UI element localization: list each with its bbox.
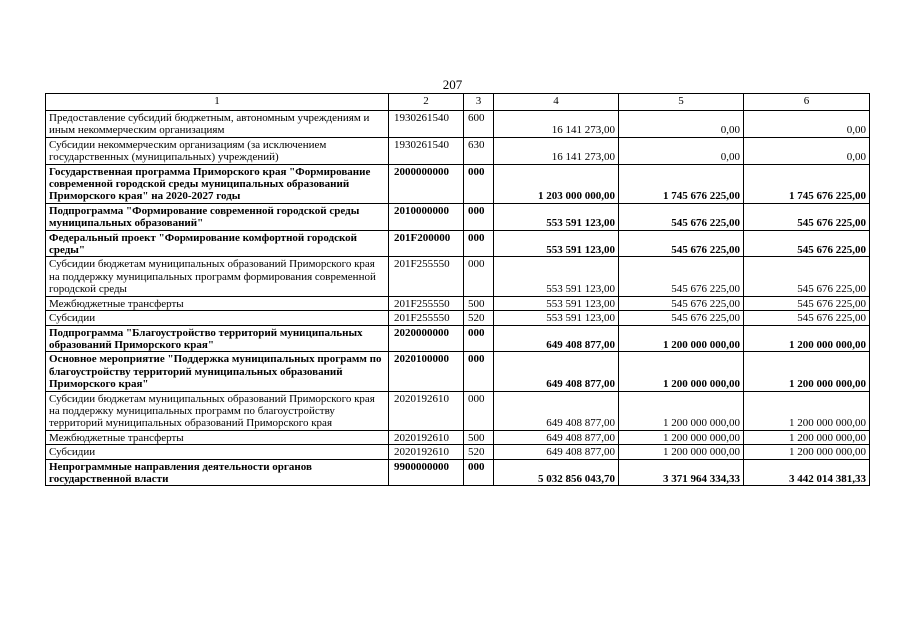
- header-cell: 3: [464, 94, 494, 111]
- row-value-5-cell: 1 200 000 000,00: [619, 445, 744, 459]
- row-value-6-cell: 545 676 225,00: [744, 230, 870, 257]
- row-value-5-cell: 1 200 000 000,00: [619, 430, 744, 444]
- row-vr-cell: 000: [464, 257, 494, 296]
- row-code-cell: 2020192610: [389, 391, 464, 430]
- row-value-4-cell: 16 141 273,00: [494, 137, 619, 164]
- row-value-4-cell: 649 408 877,00: [494, 391, 619, 430]
- row-name-cell: Субсидии некоммерческим организациям (за исключением государственных (муниципальных) учреждений): [46, 137, 389, 164]
- row-value-4-cell: 649 408 877,00: [494, 445, 619, 459]
- row-code-cell: 201F255550: [389, 257, 464, 296]
- row-name-cell: Субсидии бюджетам муниципальных образований Приморского края на поддержку муниципальных программ по благоустройству территорий муниципальных образований Приморского края: [46, 391, 389, 430]
- table-row: [46, 164, 870, 203]
- row-value-4-cell: 649 408 877,00: [494, 430, 619, 444]
- row-name-cell: Подпрограмма "Формирование современной городской среды муниципальных образований": [46, 203, 389, 230]
- row-name-cell: Межбюджетные трансферты: [46, 296, 389, 310]
- row-value-5-cell: 545 676 225,00: [619, 311, 744, 325]
- row-code-cell: 1930261540: [389, 111, 464, 138]
- row-vr-cell: 000: [464, 325, 494, 352]
- row-vr-cell: 630: [464, 137, 494, 164]
- row-value-4-cell: 16 141 273,00: [494, 111, 619, 138]
- row-code-cell: 2020192610: [389, 430, 464, 444]
- row-value-4-cell: 553 591 123,00: [494, 203, 619, 230]
- table-row: [46, 203, 870, 230]
- header-cell: 5: [619, 94, 744, 111]
- table-row: [46, 391, 870, 430]
- row-value-6-cell: 1 200 000 000,00: [744, 430, 870, 444]
- row-value-5-cell: 3 371 964 334,33: [619, 459, 744, 486]
- header-cell: 4: [494, 94, 619, 111]
- table-row: [46, 352, 870, 391]
- row-name-cell: Основное мероприятие "Поддержка муниципальных программ по благоустройству территорий муниципальных образований Приморского края": [46, 352, 389, 391]
- row-value-4-cell: 553 591 123,00: [494, 257, 619, 296]
- row-value-4-cell: 553 591 123,00: [494, 230, 619, 257]
- row-value-5-cell: 545 676 225,00: [619, 257, 744, 296]
- row-name-cell: Государственная программа Приморского края "Формирование современной городской среды муниципальных образований Приморского края" на 2020-2027 годы: [46, 164, 389, 203]
- row-value-6-cell: 1 745 676 225,00: [744, 164, 870, 203]
- row-name-cell: Субсидии: [46, 311, 389, 325]
- table-row: [46, 311, 870, 325]
- row-value-4-cell: 5 032 856 043,70: [494, 459, 619, 486]
- row-code-cell: 1930261540: [389, 137, 464, 164]
- table-row: [46, 111, 870, 138]
- row-code-cell: 2020100000: [389, 352, 464, 391]
- row-code-cell: 201F255550: [389, 311, 464, 325]
- header-row: [46, 94, 870, 111]
- row-vr-cell: 520: [464, 445, 494, 459]
- table-row: [46, 230, 870, 257]
- row-value-6-cell: 545 676 225,00: [744, 257, 870, 296]
- row-vr-cell: 500: [464, 430, 494, 444]
- row-value-5-cell: 545 676 225,00: [619, 230, 744, 257]
- row-name-cell: Субсидии: [46, 445, 389, 459]
- row-value-5-cell: 545 676 225,00: [619, 296, 744, 310]
- page-number: 207: [442, 77, 463, 92]
- header-cell: 2: [389, 94, 464, 111]
- row-vr-cell: 000: [464, 203, 494, 230]
- row-value-4-cell: 649 408 877,00: [494, 325, 619, 352]
- row-vr-cell: 000: [464, 459, 494, 486]
- row-code-cell: 201F255550: [389, 296, 464, 310]
- row-vr-cell: 000: [464, 352, 494, 391]
- table-row: [46, 296, 870, 310]
- table-row: [46, 445, 870, 459]
- table-row: [46, 137, 870, 164]
- row-code-cell: 2020000000: [389, 325, 464, 352]
- row-vr-cell: 520: [464, 311, 494, 325]
- row-vr-cell: 000: [464, 230, 494, 257]
- row-code-cell: 2010000000: [389, 203, 464, 230]
- table-row: [46, 325, 870, 352]
- row-code-cell: 2020192610: [389, 445, 464, 459]
- row-code-cell: 201F200000: [389, 230, 464, 257]
- row-code-cell: 9900000000: [389, 459, 464, 486]
- table-row: [46, 257, 870, 296]
- row-value-6-cell: 545 676 225,00: [744, 311, 870, 325]
- row-vr-cell: 000: [464, 164, 494, 203]
- row-value-5-cell: 1 200 000 000,00: [619, 391, 744, 430]
- row-name-cell: Федеральный проект "Формирование комфортной городской среды": [46, 230, 389, 257]
- row-value-6-cell: 545 676 225,00: [744, 296, 870, 310]
- header-cell: 1: [46, 94, 389, 111]
- row-value-5-cell: 1 200 000 000,00: [619, 325, 744, 352]
- row-value-5-cell: 1 200 000 000,00: [619, 352, 744, 391]
- row-value-5-cell: 0,00: [619, 111, 744, 138]
- row-value-6-cell: 545 676 225,00: [744, 203, 870, 230]
- row-name-cell: Подпрограмма "Благоустройство территорий муниципальных образований Приморского края": [46, 325, 389, 352]
- table-row: [46, 459, 870, 486]
- row-vr-cell: 000: [464, 391, 494, 430]
- row-vr-cell: 500: [464, 296, 494, 310]
- row-value-6-cell: 1 200 000 000,00: [744, 325, 870, 352]
- row-value-6-cell: 1 200 000 000,00: [744, 445, 870, 459]
- row-name-cell: Межбюджетные трансферты: [46, 430, 389, 444]
- row-value-4-cell: 649 408 877,00: [494, 352, 619, 391]
- row-value-4-cell: 553 591 123,00: [494, 296, 619, 310]
- row-name-cell: Субсидии бюджетам муниципальных образований Приморского края на поддержку муниципальных программ формирования современной городской среды: [46, 257, 389, 296]
- row-value-5-cell: 0,00: [619, 137, 744, 164]
- row-value-4-cell: 1 203 000 000,00: [494, 164, 619, 203]
- row-value-6-cell: 3 442 014 381,33: [744, 459, 870, 486]
- row-value-4-cell: 553 591 123,00: [494, 311, 619, 325]
- table-body: [46, 94, 870, 486]
- row-code-cell: 2000000000: [389, 164, 464, 203]
- header-cell: 6: [744, 94, 870, 111]
- row-value-6-cell: 1 200 000 000,00: [744, 352, 870, 391]
- budget-table: [45, 93, 870, 486]
- row-vr-cell: 600: [464, 111, 494, 138]
- row-value-6-cell: 0,00: [744, 137, 870, 164]
- row-value-6-cell: 1 200 000 000,00: [744, 391, 870, 430]
- row-value-5-cell: 545 676 225,00: [619, 203, 744, 230]
- row-name-cell: Предоставление субсидий бюджетным, автономным учреждениям и иным некоммерческим организациям: [46, 111, 389, 138]
- row-name-cell: Непрограммные направления деятельности органов государственной власти: [46, 459, 389, 486]
- row-value-5-cell: 1 745 676 225,00: [619, 164, 744, 203]
- row-value-6-cell: 0,00: [744, 111, 870, 138]
- table-row: [46, 430, 870, 444]
